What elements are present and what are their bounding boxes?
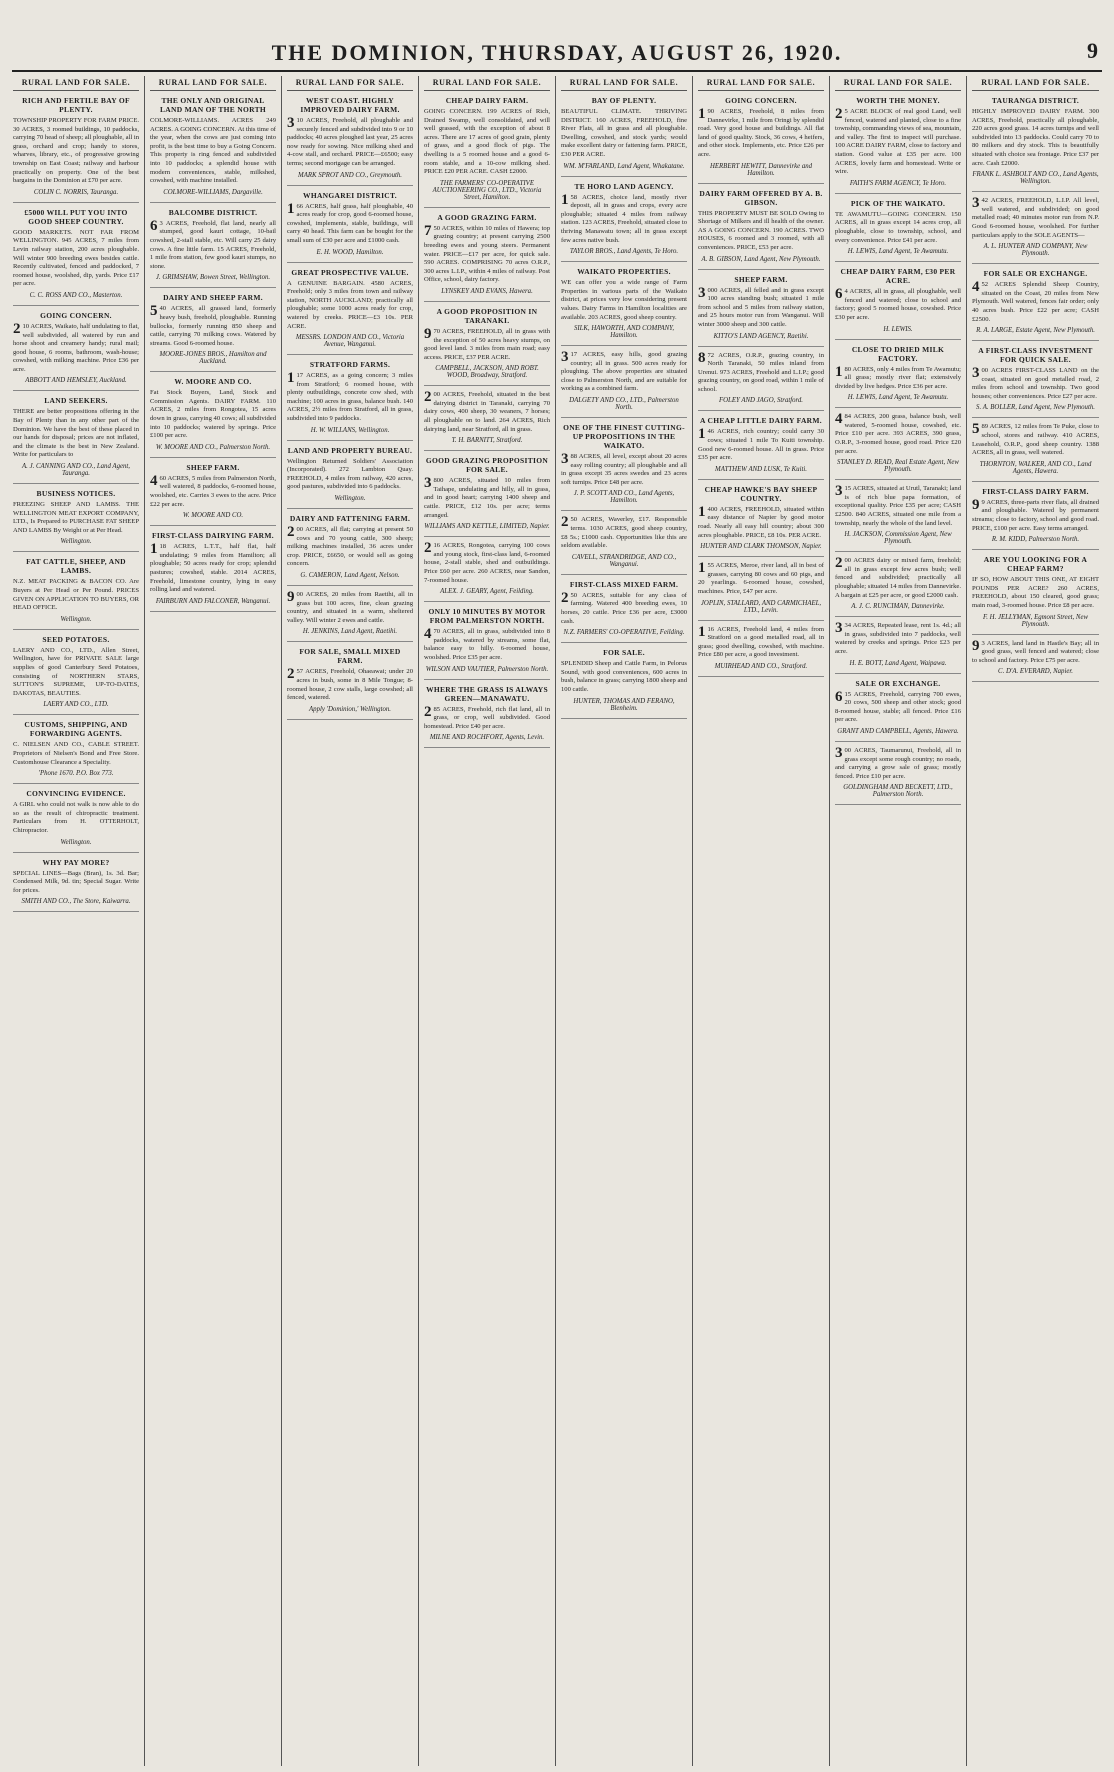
advertisement <box>287 91 413 186</box>
ad-title: FIRST-CLASS MIXED FARM. <box>569 579 679 589</box>
ad-body: N.Z. MEAT PACKING & BACON CO. Are Buyers at Per Head or Per Pound. PRICES GIVEN ON APPLICATION TO BUYERS, OR HEAD OFFICE. <box>13 578 139 612</box>
ad-title: CLOSE TO DRIED MILK FACTORY. <box>851 344 945 363</box>
ad-body: 190 ACRES, Freehold, 8 miles from Dannevirke, 1 mile from Oringi by splendid road. Very good house and buildings. All flat land of good quality. Stock, 36 cows, 4 heifers, and other stock. Implements, etc. Price £26 per acre. <box>698 106 824 158</box>
ad-body: SPECIAL LINES—Bags (Bran), 1s. 3d. Bar; Condensed Milk, 9d. tin; Special Sugar. Write for prices. <box>13 869 139 894</box>
ad-title: CUSTOMS, SHIPPING, AND FORWARDING AGENTS. <box>24 720 128 739</box>
ad-title: SHEEP FARM. <box>186 462 240 472</box>
ad-body: Fat Stock Buyers, Land, Stock and Commission Agents. DAIRY FARM. 110 ACRES, 2 miles from Rongotea, 15 acres down in grass, carrying 40 cows; all subdivided into 10 paddocks; watered by springs. Price £100 per acre. <box>150 389 276 440</box>
column-4 <box>419 76 556 1766</box>
ad-signature: H. W. WILLANS, Wellington. <box>310 426 390 434</box>
ad-body: 300 ACRES, Taumarunui, Freehold, all in grass except some rough country; no roads, and carrying a grow sale of grass; mostly fenced. Price £10 per acre. <box>835 744 961 780</box>
ad-body: WE can offer you a wide range of Farm Properties in various parts of the Waikato district, at prices very low considering present values. Dairy Farms in Hamilton localities are available. 203 ACRES, good sheep country. <box>561 279 687 321</box>
ad-signature: G. CAMERON, Land Agent, Nelson. <box>300 572 400 579</box>
ad-title: £5000 WILL PUT YOU INTO GOOD SHEEP COUNTRY. <box>24 207 128 226</box>
ad-body: COLMORE-WILLIAMS. ACRES 249 ACRES. A GOING CONCERN. At this time of the year, when the cows are just coming into profit, is the best time to buy a Going Concern. This property is ring fenced and subdivided into 10 paddocks; a splendid house with modern conveniences, stable, milkshed, cowshed, with machine installed. <box>150 117 276 185</box>
ad-body: HIGHLY IMPROVED DAIRY FARM. 300 ACRES, Freehold, practically all ploughable, 220 acres good grass. 14 acres turnips and well subdivided into 13 paddocks. Could carry 70 to 80 milkers and dry stock. This is beautifully situated with choice sea frontage. Price £37 per acre. Cash £2000. <box>972 108 1099 167</box>
advertisement <box>150 372 276 458</box>
ad-title: GREAT PROSPECTIVE VALUE. <box>291 267 409 277</box>
advertisement <box>424 208 550 302</box>
ad-body: 970 ACRES, FREEHOLD, all in grass with the exception of 50 acres heavy stumps, on good level land. 3 miles from main road; easy access. PRICE, £37 PER ACRE. <box>424 325 550 361</box>
advertisement <box>698 91 824 184</box>
ad-body: TOWNSHIP PROPERTY FOR FARM PRICE. 30 ACRES, 3 roomed buildings, 10 paddocks, carrying 70 head of sheep; all ploughable, all in grass, orchard and crop; handy to stores, wharves, library, etc., of progressive growing township on East Coast; railway and harbour practically on property. One of the best bargains in the Dominion at £70 per acre. <box>13 117 139 185</box>
ad-signature: H. JACKSON, Commission Agent, New Plymouth. <box>844 531 952 546</box>
advertisement <box>835 408 961 480</box>
advertisement <box>13 306 139 392</box>
ad-title: GOOD GRAZING PROPOSITION FOR SALE. <box>425 456 549 475</box>
advertisement <box>835 674 961 742</box>
ad-title: DAIRY FARM OFFERED BY A. B. GIBSON. <box>699 188 823 207</box>
column-2 <box>145 76 282 1766</box>
ad-signature: H. LEWIS, Land Agent, Te Awamutu. <box>847 248 949 256</box>
ad-title: DAIRY AND FATTENING FARM. <box>289 514 411 524</box>
ad-signature: GRANT AND CAMPBELL, Agents, Hawera. <box>837 727 959 735</box>
ad-title: WHERE THE GRASS IS ALWAYS GREEN—MANAWATU. <box>426 684 548 703</box>
ad-signature: COLIN C. NORRIS, Tauranga. <box>33 188 119 196</box>
ad-body: 180 ACRES, only 4 miles from Te Awamutu; all grass; mostly river flat; extensively divided by live hedges. Price £36 per acre. <box>835 363 961 390</box>
ad-title: PICK OF THE WAIKATO. <box>850 198 946 208</box>
advertisement <box>698 480 824 557</box>
advertisement <box>561 511 687 574</box>
ad-body: 3000 ACRES, all felled and in grass except 100 acres standing bush; situated 1 mile from school and 5 miles from railway station, and 25 hours motor run from Wanganui. Will winter 3000 sheep and 300 cattle. <box>698 284 824 328</box>
advertisement <box>835 91 961 194</box>
advertisement <box>13 484 139 552</box>
advertisement <box>150 91 276 203</box>
ad-signature: J. P. SCOTT AND CO., Land Agents, Hamilton. <box>573 490 675 505</box>
ad-signature: MOORE-JONES BROS., Hamilton and Auckland. <box>159 351 267 366</box>
columns-container <box>8 76 1106 1766</box>
ad-signature: W. MOORE AND CO. <box>182 512 244 520</box>
advertisement <box>150 288 276 372</box>
ad-title: STRATFORD FARMS. <box>309 360 391 370</box>
ad-body: 63 ACRES, Freehold, flat land, nearly all stumped, good kauri cottage, 10-bail cowshed, 2-stall stable, etc. Will carry 25 dairy cows. A fine little farm. 15 ACRES, Freehold, 1 mile from station, few good kauri stumps, no stone. <box>150 217 276 270</box>
ad-signature: A. L. HUNTER AND COMPANY, New Plymouth. <box>983 243 1088 258</box>
ad-signature: FOLEY AND JAGO, Stratford. <box>718 397 804 405</box>
advertisement <box>287 186 413 263</box>
advertisement <box>13 91 139 203</box>
advertisement <box>561 418 687 511</box>
ad-title: TE HORO LAND AGENCY. <box>574 181 674 191</box>
ad-signature: CAMPBELL, JACKSON, AND ROBT. WOOD, Broadway, Stratford. <box>435 365 539 380</box>
advertisement <box>561 91 687 177</box>
advertisement <box>150 203 276 289</box>
ad-signature: MESSRS. LONDON AND CO., Victoria Avenue, Wanganui. <box>295 334 405 349</box>
ad-body: 200 ACRES, all flat; carrying at present 50 cows and 70 young cattle, 300 sheep; milking machines installed, 36 acres under crop. PRICE, £6650, or would sell as going concern. <box>287 524 413 568</box>
advertisement <box>972 418 1099 481</box>
ad-title: THE ONLY AND ORIGINAL LAND MAN OF THE NORTH <box>159 96 267 114</box>
ad-title: TAURANGA DISTRICT. <box>991 96 1080 105</box>
masthead-title: THE DOMINION, THURSDAY, AUGUST 26, 1920. <box>271 40 843 65</box>
advertisement <box>287 509 413 586</box>
advertisement <box>698 411 824 479</box>
advertisement <box>835 552 961 617</box>
advertisement <box>287 441 413 509</box>
ad-signature: MUIRHEAD AND CO., Stratford. <box>714 662 808 670</box>
ad-body: 25 ACRE BLOCK of real good Land, well fenced, watered and planted, close to a fine township, commanding views of sea, mountain, and valley. The first to inspect will purchase. 100 ACRE DAIRY FARM, close to factory and station. Good value at £35 per acre. 100 ACRES, lovely farm and homestead. Write or wire. <box>835 106 961 176</box>
ad-signature: W. MOORE AND CO., Palmerston North. <box>155 443 271 451</box>
advertisement <box>972 550 1099 634</box>
ad-body: 200 ACRES dairy or mixed farm, freehold; all in grass except few acres bush; well fenced and subdivided; practically all ploughable; situated 14 miles from Dannevirke. A bargain at £25 per acre, or good £2000 cash. <box>835 555 961 599</box>
ad-body: BEAUTIFUL CLIMATE. THRIVING DISTRICT. 160 ACRES, FREEHOLD, fine River Flats, all in grass and all ploughable. Dwelling, cowshed, and stock yards; would make excellent dairy or fattening farm. PRICE, £30 PER ACRE. <box>561 108 687 158</box>
column-6 <box>693 76 830 1766</box>
ad-body: 1400 ACRES, FREEHOLD, situated within easy distance of Napier by good motor road. Nearly all easy hill country; about 300 acres ploughable. PRICE, £8 10s. PER ACRE. <box>698 503 824 539</box>
ad-body: 452 ACRES Splendid Sheep Country, situated on the Coast, 20 miles from New Plymouth. Well watered, fences fair order; only 40 acres bush. Price £22 per acre; CASH £2500. <box>972 279 1099 323</box>
ad-signature: FRANK L. ASHBOLT AND CO., Land Agents, Wellington. <box>972 171 1099 186</box>
ad-body: 250 ACRES, suitable for any class of farming. Watered 400 breeding ewes, 10 horses, 20 cattle. Price £36 per acre, £3000 cash. <box>561 589 687 625</box>
ad-signature: FAIRBURN AND FALCONER, Wanganui. <box>155 597 271 605</box>
advertisement <box>561 177 687 263</box>
ad-body: 388 ACRES, all level, except about 20 acres easy rolling country; all ploughable and all in grass except 35 acres swedes and 23 acres soft turnips. Price £48 per acre. <box>561 451 687 486</box>
ad-signature: T. H. BARNITT, Stratford. <box>451 437 523 445</box>
column-heading: RURAL LAND FOR SALE. <box>13 76 139 91</box>
ad-title: CHEAP DAIRY FARM, £30 PER ACRE. <box>840 267 956 286</box>
ad-body: A GIRL who could not walk is now able to do so as the result of chiropractic treatment. Particulars from H. OTTERHOLT, Chiropractor. <box>13 801 139 834</box>
ad-title: FIRST-CLASS DAIRY FARM. <box>982 486 1089 496</box>
ad-signature: ABBOTT AND HEMSLEY, Auckland. <box>25 377 127 385</box>
ad-title: SEED POTATOES. <box>42 634 110 644</box>
advertisement <box>150 458 276 526</box>
ad-body: 285 ACRES, Freehold, rich flat land, all in grass, or crop, well subdivided. Good homestead. Price £40 per acre. <box>424 703 550 730</box>
ad-signature: A. J. CANNING AND CO., Land Agent, Tauranga. <box>22 463 130 478</box>
ad-signature: DALGETY AND CO., LTD., Palmerston North. <box>569 397 679 412</box>
column-7 <box>830 76 967 1766</box>
ad-body: 315 ACRES, situated at Urutl, Taranaki; land is of rich blue papa formation, of exceptional quality. Price £35 per acre; CASH £2500. 840 ACRES, situated one mile from a township, nearly the whole of the land level. <box>835 483 961 527</box>
ad-body: 93 ACRES, land land in Hastle's Bay; all in good grass, well fenced and watered; close to school and factory. Price £75 per acre. <box>972 637 1099 664</box>
advertisement <box>13 715 139 784</box>
ad-signature: H. JENKINS, Land Agent, Raetihi. <box>302 628 398 636</box>
ad-title: WHANGAREI DISTRICT. <box>303 190 397 200</box>
advertisement <box>424 451 550 537</box>
ad-signature: GOLDINGHAM AND BECKETT, LTD., Palmerston North. <box>843 784 953 799</box>
column-3 <box>282 76 419 1766</box>
ad-body: 460 ACRES, 5 miles from Palmerston North, well watered, 8 paddocks, 6-roomed house, woolshed, etc. Carries 3 ewes to the acre. Price £22 per acre. <box>150 472 276 508</box>
column-heading: RURAL LAND FOR SALE. <box>561 76 687 91</box>
ad-body: GOOD MARKETS. NOT FAR FROM WELLINGTON. 945 ACRES, 7 miles from Levin railway station, 200 acres ploughable. Will winter 900 breeding ewes besides cattle. Recently cultivated, fenced and paddocked, 7 roomed house, woolshed, dip, yards. Price £17 per acre. <box>13 228 139 288</box>
column-5 <box>556 76 693 1766</box>
column-1 <box>8 76 145 1766</box>
ad-body: 540 ACRES, all grassed land, formerly heavy bush, freehold, ploughable. Running bullocks, formerly running 850 sheep and cattle, carrying 70 milking cows. Watered by streams. Good 6-roomed house. <box>150 303 276 347</box>
advertisement <box>561 262 687 346</box>
ad-title: A GOOD PROPOSITION IN TARANAKI. <box>436 306 538 325</box>
column-heading: RURAL LAND FOR SALE. <box>835 76 961 91</box>
ad-body: 116 ACRES, Freehold land, 4 miles from Stratford on a good metalled road, all in grass; good dwelling, cowshed, with machine. Price £80 per acre, a good investment. <box>698 623 824 659</box>
ad-title: A GOOD GRAZING FARM. <box>437 212 537 222</box>
ad-title: GOING CONCERN. <box>725 96 797 105</box>
ad-title: CONVINCING EVIDENCE. <box>26 789 126 799</box>
ad-body: Wellington Returned Soldiers' Association (Incorporated). 272 Lambton Quay. FREEHOLD, 4 miles from railway, 420 acres, good pastures, subdivided into 6 paddocks. <box>287 457 413 491</box>
ad-title: CHEAP HAWKE'S BAY SHEEP COUNTRY. <box>704 484 818 503</box>
ad-body: 257 ACRES, Freehold, Ohaeawai; under 20 acres in bush, some in 8 Mile Tongue; 8-roomed house, 2 cow stalls, large cowshed; all fenced, watered. <box>287 666 413 702</box>
ad-body: 210 ACRES, Waikato, half undulating to flat, well subdivided, all watered by run and horse shoot and creamery handy; rural mail; good house, 6 rooms, bathroom, wash-house; cowshed, with milking machine. Price £36 per acre. <box>13 320 139 373</box>
ad-title: BALCOMBE DISTRICT. <box>168 207 258 217</box>
advertisement <box>13 552 139 629</box>
advertisement <box>835 742 961 805</box>
masthead <box>12 38 1102 72</box>
ad-signature: N.Z. FARMERS' CO-OPERATIVE, Feilding. <box>563 629 685 637</box>
advertisement <box>424 537 550 602</box>
ad-body: TE AWAMUTU—GOING CONCERN. 150 ACRES, all in grass except 14 acres crop, all ploughable, close to township, school, and every convenience. Price £41 per acre. <box>835 210 961 244</box>
column-heading: RURAL LAND FOR SALE. <box>424 76 550 91</box>
ad-signature: THE FARMERS' CO-OPERATIVE AUCTIONEERING CO., LTD., Victoria Street, Hamilton. <box>432 179 542 201</box>
ad-signature: H. E. BOTT, Land Agent, Waipawa. <box>849 659 947 667</box>
ad-signature: R. M. KIDD, Palmerston North. <box>991 536 1080 544</box>
ad-body: IF SO, HOW ABOUT THIS ONE, AT EIGHT POUNDS PER ACRE? 260 ACRES, FREEHOLD, about 150 cleared, good grass; main road, 3-roomed house. Price £8 per acre. <box>972 576 1099 609</box>
ad-signature: J. GRIMSHAW, Bowen Street, Wellington. <box>155 274 271 282</box>
ad-signature: STANLEY D. READ, Real Estate Agent, New Plymouth. <box>837 459 959 474</box>
ad-title: SALE OR EXCHANGE. <box>855 678 941 688</box>
ad-title: BAY OF PLENTY. <box>591 96 657 105</box>
column-heading: RURAL LAND FOR SALE. <box>150 76 276 91</box>
ad-signature: Wellington. <box>334 495 366 503</box>
advertisement <box>424 302 550 386</box>
ad-title: ONE OF THE FINEST CUTTING-UP PROPOSITIONS IN THE WAIKATO. <box>563 423 685 451</box>
advertisement <box>972 192 1099 264</box>
ad-signature: KITTO'S LAND AGENCY, Raetihi. <box>713 332 809 340</box>
ad-title: ARE YOU LOOKING FOR A CHEAP FARM? <box>983 555 1088 574</box>
advertisement <box>698 270 824 347</box>
advertisement <box>13 630 139 716</box>
ad-signature: LAERY AND CO., LTD. <box>43 701 109 709</box>
advertisement <box>287 263 413 356</box>
ad-body: 146 ACRES, rich country; could carry 30 cows; situated 1 mile To Kuiti township. Good new 6-roomed house. All in grass. Price £35 per acre. <box>698 426 824 462</box>
ad-body: 470 ACRES, all in grass, subdivided into 8 paddocks, watered by streams, some flat, balance easy to hilly. 6-roomed house, woolshed. Price £35 per acre. <box>424 626 550 661</box>
ad-signature: WILSON AND VAUTIER, Palmerston North. <box>425 665 549 673</box>
ad-signature: MARK SPROT AND CO., Greymouth. <box>298 171 402 179</box>
ad-body: 300 ACRES FIRST-CLASS LAND on the coast, situated on good metalled road, 2 miles from school and township. Two good houses; other conveniences. Price £27 per acre. <box>972 365 1099 400</box>
ad-title: W. MOORE AND CO. <box>174 377 252 387</box>
advertisement <box>13 853 139 913</box>
ad-signature: TAYLOR BROS., Land Agents, Te Horo. <box>569 248 679 256</box>
ad-title: SHEEP FARM. <box>734 274 788 284</box>
advertisement <box>424 91 550 208</box>
ad-signature: Wellington. <box>60 615 92 623</box>
ad-title: ONLY 10 MINUTES BY MOTOR FROM PALMERSTON NORTH. <box>428 607 546 626</box>
ad-body: 118 ACRES, L.T.T., half flat, half undulating; 9 miles from Hamilton; all ploughable; 50 acres ready for crop; splendid pastures; cowshed, stable. 2014 ACRES, Freehold, limestone country, lying in easy rolling land and watered. <box>150 541 276 594</box>
ad-title: FIRST-CLASS DAIRYING FARM. <box>152 531 274 541</box>
advertisement <box>972 341 1099 418</box>
ad-signature: C. C. ROSS AND CO., Masterton. <box>29 291 123 299</box>
advertisement <box>287 586 413 642</box>
page-number: 9 <box>1087 38 1098 63</box>
advertisement <box>561 346 687 418</box>
ad-body: 317 ACRES, easy hills, good grazing country; all in grass. 500 acres ready for ploughing. The above properties are situated close to Palmerston North, and are suitable for working as a combined farm. <box>561 349 687 393</box>
ad-title: A FIRST-CLASS INVESTMENT FOR QUICK SALE. <box>978 346 1093 365</box>
ad-signature: R. A. LARGE, Estate Agent, New Plymouth. <box>976 327 1095 335</box>
ad-signature: LYNSKEY AND EVANS, Hawera. <box>441 287 533 295</box>
ad-signature: F. H. JELLYMAN, Egmont Street, New Plymouth. <box>982 613 1089 628</box>
ad-signature: JOPLIN, STALLARD, AND CARMICHAEL, LTD., Levin. <box>700 599 822 614</box>
ad-body: 166 ACRES, half grass, half ploughable, 40 acres ready for crop, good 6-roomed house, cowshed, implements, stable, buildings, will carry 40 head. This farm can be bought for the small sum of £30 per acre and £1000 cash. <box>287 200 413 244</box>
advertisement <box>835 480 961 552</box>
ad-body: C. NIELSEN AND CO., CABLE STREET. Proprietors of Nielsen's Bond and Free Store. Customhouse Clearance a Speciality. <box>13 741 139 766</box>
ad-signature: WM. M'FARLAND, Land Agent, Whakatane. <box>563 162 685 170</box>
ad-body: SPLENDID Sheep and Cattle Farm, in Pelorus Sound, with good conveniences, 600 acres in bush, balance in grass; carrying 1800 sheep and 100 cattle. <box>561 660 687 693</box>
ad-body: 250 ACRES, Waverley, £17. Responsible terms. 1030 ACRES, good sheep country, £8 5s.; £1000 cash. Opportunities like this are seldom available. <box>561 514 687 550</box>
advertisement <box>972 482 1099 550</box>
ad-body: 64 ACRES, all in grass, all ploughable, well fenced and watered; close to school and factory; good 5 roomed house, cowshed. Price £30 per acre. <box>835 286 961 321</box>
ad-signature: COLMORE-WILLIAMS, Dargaville. <box>163 188 263 196</box>
ad-title: RICH AND FERTILE BAY OF PLENTY. <box>22 96 130 114</box>
ad-body: 155 ACRES, Meroe, river land, all in best of grasses, carrying 80 cows and 60 pigs, and 20 yearlings. 6-roomed house, cowshed, machines. Price, £47 per acre. <box>698 560 824 595</box>
ad-title: FOR SALE, SMALL MIXED FARM. <box>299 647 401 666</box>
ad-signature: FAITH'S FARM AGENCY, Te Horo. <box>849 179 947 187</box>
advertisement <box>698 621 824 677</box>
ad-signature: Wellington. <box>60 538 92 546</box>
advertisement <box>972 635 1099 683</box>
ad-title: WEST COAST. HIGHLY IMPROVED DAIRY FARM. <box>300 96 400 114</box>
ad-signature: MATTHEW AND LUSK, Te Kuiti. <box>715 465 807 473</box>
advertisement <box>13 203 139 306</box>
ad-signature: CAVELL, STRANDRIDGE, AND CO., Wanganui. <box>571 553 677 568</box>
ad-body: 615 ACRES, Freehold, carrying 700 ewes, 20 cows, 500 sheep and other stock; good 8-roomed house, stable; all fenced. Price £16 per acre. <box>835 688 961 724</box>
ad-body: 872 ACRES, O.R.P., grazing country, in North Taranaki, 50 miles inland from Urenui. 973 ACRES, Freehold and L.I.P.; good grazing country, on good road, within 1 mile of school. <box>698 349 824 393</box>
ad-body: 216 ACRES, Rongotea, carrying 100 cows and young stock, first-class land, 6-roomed house, 2-stall stable, shed and outbuildings. Price £60 per acre. 260 ACRES, near Sandon, 7-roomed house. <box>424 540 550 584</box>
advertisement <box>972 91 1099 192</box>
advertisement <box>698 557 824 620</box>
ad-signature: A. J. C. RUNCIMAN, Dannevirke. <box>851 603 945 611</box>
ad-signature: THORNTON, WALKER, AND CO., Land Agents, Hawera. <box>979 460 1092 475</box>
advertisement <box>561 643 687 718</box>
ad-body: 117 ACRES, as a going concern; 3 miles from Stratford; 6 roomed house, with plenty outbuildings, concrete cow shed, with machine; 100 acres in grass, balance bush. 140 ACRES, 2½ miles from Stratford, all in grass, subdivided into 9 paddocks. <box>287 370 413 423</box>
ad-title: LAND AND PROPERTY BUREAU. <box>287 445 413 455</box>
advertisement <box>835 340 961 409</box>
ad-signature: HERBERT HEWITT, Dannevirke and Hamilton. <box>709 162 813 177</box>
advertisement <box>561 575 687 643</box>
advertisement <box>424 602 550 679</box>
advertisement <box>972 264 1099 341</box>
advertisement <box>698 347 824 412</box>
column-heading: RURAL LAND FOR SALE. <box>287 76 413 91</box>
advertisement <box>13 784 139 852</box>
ad-body: GOING CONCERN. 199 ACRES of Rich, Drained Swamp, well consolidated, and will well grassed, with the exception of about 8 acres. There are 17 acres of good grain, plenty of grass, and a good flock of pigs. The dwelling is a 5 roomed house and a good 6-room stable, and a 10-cow milking shed. PRICE £20 PER ACRE. CASH £2000. <box>424 108 550 176</box>
ad-signature: Apply 'Dominion,' Wellington. <box>309 705 391 713</box>
ad-body: 99 ACRES, three-parts river flats, all drained and ploughable. Watered by permanent streams; close to factory, school and good road. PRICE, £100 per acre. Easy terms arranged. <box>972 496 1099 532</box>
ad-title: FOR SALE. <box>603 648 645 658</box>
ad-signature: SILK, HAWORTH, AND COMPANY, Hamilton. <box>573 325 675 340</box>
advertisement <box>287 642 413 719</box>
ad-body: FREEZING SHEEP AND LAMBS. THE WELLINGTON MEAT EXPORT COMPANY, LTD., Is Prepared to PURCHASE FAT SHEEP AND LAMBS By Weight or at Per Head. <box>13 501 139 534</box>
ad-title: LAND SEEKERS. <box>44 396 108 406</box>
advertisement <box>424 680 550 749</box>
ad-title: CHEAP DAIRY FARM. <box>445 96 529 105</box>
advertisement <box>835 194 961 262</box>
ad-body: 589 ACRES, 12 miles from Te Puke, close to school, stores and railway. 410 ACRES, Leasehold, O.R.P., good sheep country. 1388 ACRES, all in grass, well watered. <box>972 421 1099 457</box>
ad-signature: E. H. WOOD, Hamilton. <box>316 248 384 256</box>
advertisement <box>835 262 961 339</box>
ad-body: 3800 ACRES, situated 10 miles from Taihape, undulating and hilly, all in grass, and in good heart; carrying 1400 sheep and cattle. PRICE, £12 10s. per acre; terms arranged. <box>424 475 550 519</box>
advertisement <box>698 184 824 270</box>
ad-body: 200 ACRES, Freehold, situated in the best dairying district in Taranaki, carrying 70 dairy cows, 400 sheep, 30 weaners, 7 horses; all ploughable on to land. 264 ACRES, Rich dairying land, near Stratford, all in grass. <box>424 389 550 433</box>
column-heading: RURAL LAND FOR SALE. <box>698 76 824 91</box>
ad-signature: MILNE AND ROCHFORT, Agents, Levin. <box>429 734 545 742</box>
ad-body: 310 ACRES, Freehold, all ploughable and securely fenced and subdivided into 9 or 10 paddocks; 40 acres ploughed last year, 25 acres now ready for sowing. Nice milking shed and 4-cow stall, and orchard. PRICE—£6500; easy terms; second mortgage can be arranged. <box>287 115 413 167</box>
ad-title: FAT CATTLE, SHEEP, AND LAMBS. <box>26 557 126 576</box>
ad-signature: A. B. GIBSON, Land Agent, New Plymouth. <box>701 255 821 263</box>
ad-body: 158 ACRES, choice land, mostly river deposit, all in grass and crops, every acre ploughable; situated 4 miles from railway station. 123 ACRES, Freehold, situated close to thriving Manawatu town; all in grass except few acres native bush. <box>561 191 687 244</box>
ad-body: THIS PROPERTY MUST BE SOLD Owing to Shortage of Milkers and ill health of the owner. AS A GOING CONCERN. 190 ACRES. TWO HOUSES, 6 roomed and 3 roomed, with all conveniences. PRICE, £53 per acre. <box>698 209 824 251</box>
advertisement <box>835 617 961 673</box>
ad-signature: SMITH AND CO., The Store, Kaiwarra. <box>21 898 131 906</box>
ad-signature: S. A. BOLLER, Land Agent, New Plymouth. <box>976 404 1095 412</box>
ad-title: FOR SALE OR EXCHANGE. <box>983 269 1088 279</box>
ad-signature: HUNTER, THOMAS AND FERANO, Blenheim. <box>573 697 675 712</box>
advertisement <box>13 391 139 484</box>
ad-title: WHY PAY MORE? <box>42 857 110 867</box>
ad-signature: HUNTER AND CLARK THOMSON, Napier. <box>700 543 822 551</box>
ad-signature: H. LEWIS. <box>883 325 913 333</box>
ad-signature: H. LEWIS, Land Agent, Te Awamutu. <box>847 394 949 402</box>
ad-title: WAIKATO PROPERTIES. <box>577 267 671 277</box>
ad-body: 342 ACRES, FREEHOLD, L.I.P. All level, well watered, and subdivided; on good metalled road; 40 minutes motor run from N.P. Good 6-roomed house, woolshed. For further particulars apply to the SOLE AGENTS— <box>972 195 1099 239</box>
advertisement <box>150 526 276 612</box>
ad-signature: Wellington. <box>60 838 92 846</box>
ad-body: 484 ACRES, 200 grass, balance bush, well watered, 5-roomed house, cowshed, etc. Price £10 per acre. 393 ACRES, 390 grass, O.R.P., 3-roomed house, good road. Price £20 per acre. <box>835 411 961 455</box>
ad-body: 334 ACRES, Repeated lease, rent 1s. 4d.; all in grass, subdivided into 7 paddocks, well watered by creeks and springs. Price £23 per acre. <box>835 620 961 655</box>
column-heading: RURAL LAND FOR SALE. <box>972 76 1099 91</box>
advertisement <box>287 355 413 441</box>
ad-title: DAIRY AND SHEEP FARM. <box>163 293 263 303</box>
ad-title: BUSINESS NOTICES. <box>36 489 116 499</box>
ad-title: GOING CONCERN. <box>40 310 112 320</box>
ad-title: A CHEAP LITTLE DAIRY FARM. <box>700 416 822 426</box>
ad-body: 900 ACRES, 20 miles from Raetihi, all in grass but 100 acres, fine, clean grazing country, and situated in a warm, sheltered valley. Will winter 2 ewes and cattle. <box>287 589 413 624</box>
ad-body: THERE are better propositions offering in the Bay of Plenty than in any other part of the Dominion. We have the best of these placed in our hands for disposal; prices are not inflated, and the climate is the best in New Zealand. Write for particulars to <box>13 408 139 459</box>
advertisement <box>424 386 550 451</box>
column-8 <box>967 76 1104 1766</box>
ad-title: WORTH THE MONEY. <box>856 96 940 105</box>
ad-signature: ALEX. J. GEARY, Agent, Feilding. <box>440 588 534 596</box>
ad-signature: 'Phone 1670. P.O. Box 773. <box>38 770 114 778</box>
ad-signature: WILLIAMS AND KETTLE, LIMITED, Napier. <box>424 523 550 531</box>
ad-body: A GENUINE BARGAIN. 4580 ACRES, Freehold; only 3 miles from town and railway station, NORTH AUCKLAND; practically all ploughable; some 1000 acres ready for crop, watered by creeks. PRICE—£3 10s. PER ACRE. <box>287 279 413 330</box>
ad-body: LAERY AND CO., LTD., Allen Street, Wellington, have for PRIVATE SALE large supplies of good Canterbury Seed Potatoes, consisting of NORTHERN STARS, SUTTON'S SUPREME, UP-TO-DATES, DAKOTAS, BEAUTIES. <box>13 646 139 697</box>
ad-body: 750 ACRES, within 10 miles of Hawera; top grazing country; at present carrying 2500 breeding ewes and young steers. Permanent water. PRICE—£17 per acre, for quick sale. 590 ACRES. COMPRISING 70 acres O.R.P., 300 acres L.I.P., within 4 miles of railway. Post Office, school, dairy factory. <box>424 222 550 284</box>
ad-signature: C. D'A. EVERARD, Napier. <box>998 668 1073 676</box>
